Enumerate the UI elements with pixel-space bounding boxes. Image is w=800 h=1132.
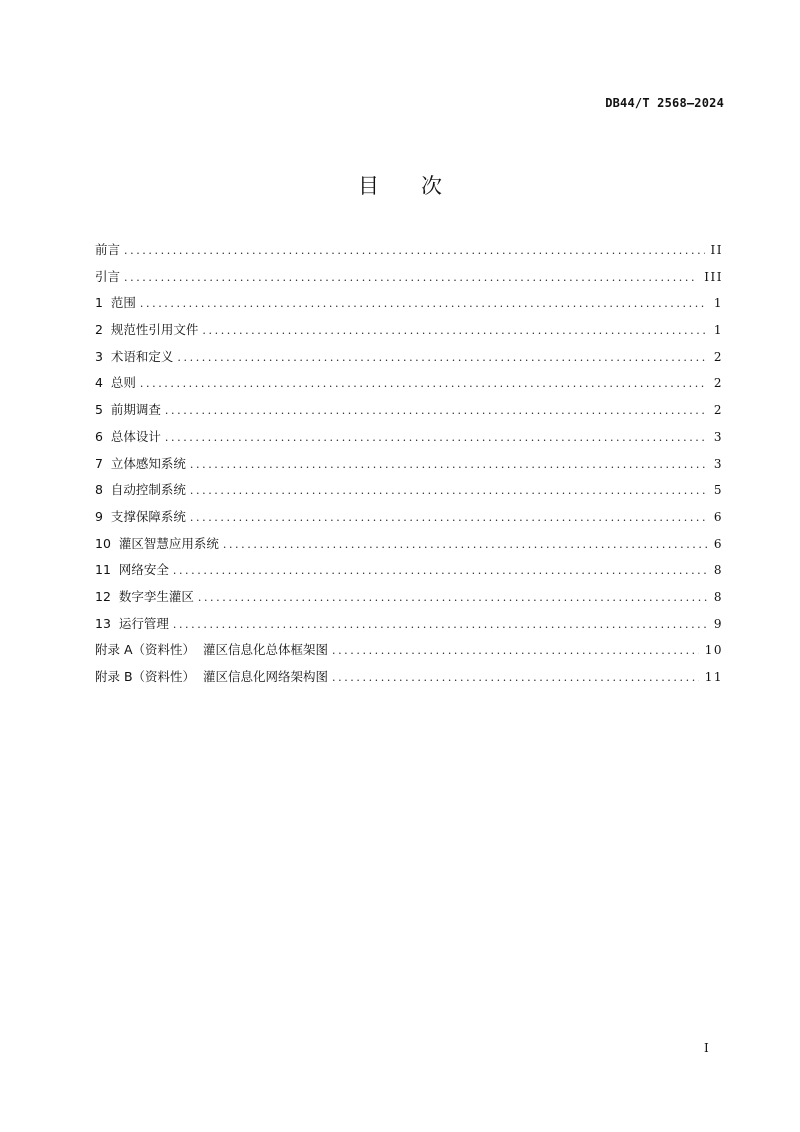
toc-entry-foreword[interactable] <box>95 240 723 267</box>
toc-entry-label: 8 自动控制系统 <box>95 482 186 498</box>
toc-entry-appendix-b[interactable] <box>95 667 723 694</box>
table-of-contents <box>95 240 723 694</box>
toc-leader-dots <box>140 297 707 310</box>
document-code: DB44/T 2568—2024 <box>605 96 724 110</box>
toc-entry-operation-management[interactable] <box>95 614 723 641</box>
toc-entry-page: II <box>710 243 723 257</box>
toc-entry-support-system[interactable] <box>95 507 723 534</box>
toc-entry-general[interactable] <box>95 373 723 400</box>
toc-entry-label: 1 范围 <box>95 295 136 311</box>
toc-leader-dots <box>124 271 698 284</box>
toc-entry-page: 1 <box>713 296 723 311</box>
toc-leader-dots <box>190 484 707 497</box>
toc-entry-label: 前言 <box>95 242 121 257</box>
toc-entry-label: 13 运行管理 <box>95 615 169 631</box>
toc-entry-label: 11 网络安全 <box>95 562 169 578</box>
toc-entry-label: 12 数字孪生灌区 <box>95 588 194 604</box>
toc-entry-normative-references[interactable] <box>95 320 723 347</box>
toc-entry-label: 6 总体设计 <box>95 428 161 444</box>
toc-entry-label: 4 总则 <box>95 375 136 391</box>
toc-leader-dots <box>202 324 707 337</box>
toc-leader-dots <box>165 404 707 417</box>
toc-leader-dots <box>124 244 705 257</box>
toc-entry-label: 附录 B（资料性） 灌区信息化网络架构图 <box>95 669 328 684</box>
toc-entry-page: 1 <box>713 323 723 338</box>
toc-entry-page: 2 <box>713 403 723 418</box>
toc-entry-preliminary-survey[interactable] <box>95 400 723 427</box>
toc-leader-dots <box>198 591 707 604</box>
toc-entry-digital-twin[interactable] <box>95 587 723 614</box>
toc-entry-page: 6 <box>713 536 723 551</box>
toc-entry-smart-application[interactable] <box>95 534 723 561</box>
toc-entry-label: 3 术语和定义 <box>95 348 174 364</box>
toc-entry-page: 8 <box>713 563 723 578</box>
toc-leader-dots <box>177 351 707 364</box>
toc-entry-page: 2 <box>713 349 723 364</box>
toc-entry-network-security[interactable] <box>95 560 723 587</box>
toc-entry-overall-design[interactable] <box>95 427 723 454</box>
toc-leader-dots <box>190 458 707 471</box>
toc-entry-label: 7 立体感知系统 <box>95 455 186 471</box>
toc-entry-page: 6 <box>713 509 723 524</box>
toc-entry-automatic-control[interactable] <box>95 480 723 507</box>
toc-entry-label: 5 前期调查 <box>95 402 161 418</box>
toc-entry-page: 11 <box>704 670 723 684</box>
toc-entry-page: III <box>704 269 723 284</box>
toc-leader-dots <box>332 671 699 684</box>
toc-entry-page: 8 <box>713 589 723 604</box>
toc-entry-page: 2 <box>713 376 723 391</box>
toc-entry-scope[interactable] <box>95 293 723 320</box>
toc-entry-perception-system[interactable] <box>95 454 723 481</box>
toc-entry-introduction[interactable] <box>95 267 723 294</box>
toc-leader-dots <box>173 618 707 631</box>
toc-entry-label: 附录 A（资料性） 灌区信息化总体框架图 <box>95 642 328 658</box>
toc-entry-label: 引言 <box>95 268 121 284</box>
toc-entry-page: 9 <box>713 616 723 631</box>
toc-entry-page: 3 <box>713 456 723 471</box>
toc-entry-page: 3 <box>713 429 723 444</box>
toc-leader-dots <box>223 538 707 551</box>
toc-entry-page: 10 <box>704 643 723 658</box>
page-number: I <box>704 1041 709 1055</box>
toc-leader-dots <box>173 564 707 577</box>
toc-leader-dots <box>165 431 707 444</box>
toc-leader-dots <box>332 644 699 657</box>
toc-leader-dots <box>140 377 707 390</box>
toc-entry-terms-definitions[interactable] <box>95 347 723 374</box>
page-title: 目次 <box>358 174 484 198</box>
toc-entry-label: 9 支撑保障系统 <box>95 508 186 524</box>
toc-entry-page: 5 <box>713 483 723 498</box>
toc-entry-label: 2 规范性引用文件 <box>95 322 199 338</box>
toc-entry-appendix-a[interactable] <box>95 640 723 667</box>
toc-entry-label: 10 灌区智慧应用系统 <box>95 535 219 551</box>
toc-leader-dots <box>190 511 707 524</box>
